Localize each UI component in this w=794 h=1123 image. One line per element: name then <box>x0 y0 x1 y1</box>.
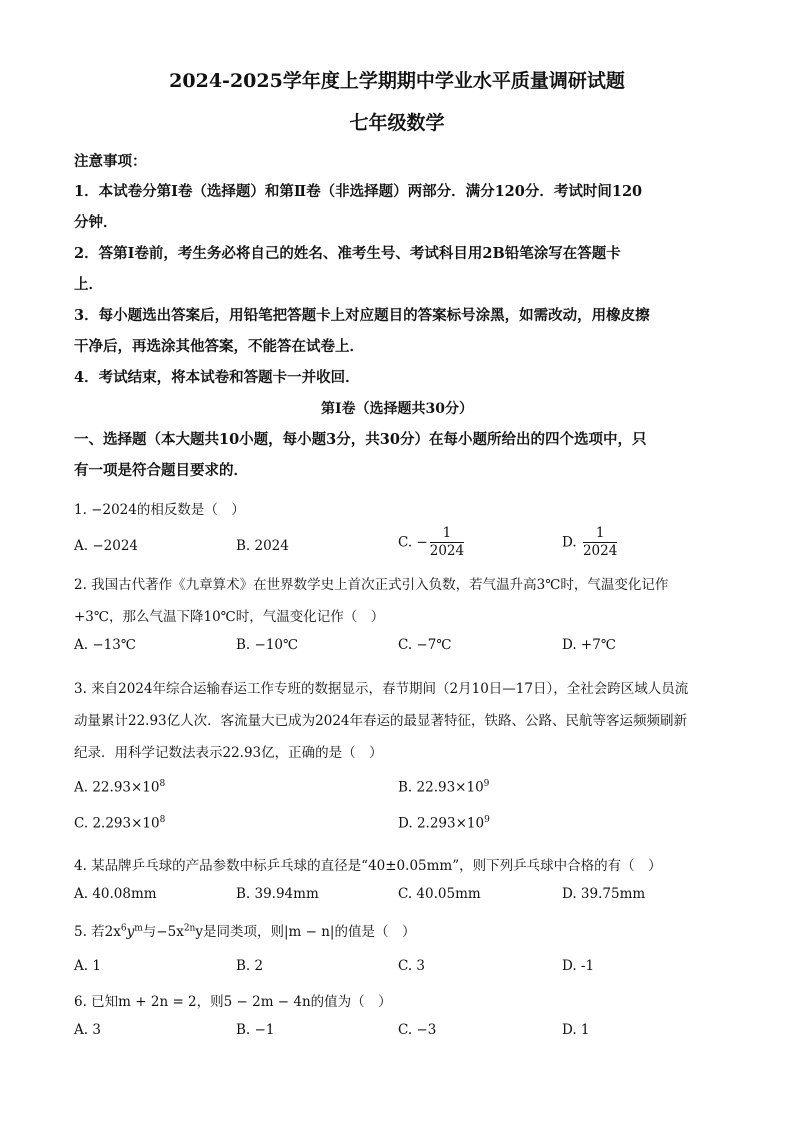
q1-text: 的相反数是（ ） <box>136 502 245 518</box>
q3-d-exponent: 9 <box>484 815 490 825</box>
q3-d-label: D. <box>398 815 417 832</box>
q5-exp-3: 2n <box>183 923 196 934</box>
q5-part-1: 5. 若2x <box>74 924 121 940</box>
q6-option-a: A. 3 <box>74 1022 101 1038</box>
question-2-line-1: 2. 我国古代著作《九章算术》在世界数学史上首次正式引入负数，若气温升高3℃时，气温变化记作 <box>74 577 669 593</box>
q1-option-c-label: C. − <box>398 534 428 551</box>
q6-option-c: C. −3 <box>398 1022 437 1038</box>
q1-option-b: B. 2024 <box>236 538 289 554</box>
q2-option-a: A. −13℃ <box>74 637 136 653</box>
q5-option-d: D. -1 <box>562 958 595 974</box>
q3-b-base: 22.93×10 <box>416 779 484 796</box>
question-2-line-2: +3℃，那么气温下降10℃时，气温变化记作（ ） <box>74 609 385 625</box>
notes-heading: 注意事项： <box>74 153 147 170</box>
question-3-line-2: 动量累计22.93亿人次．客流量大已成为2024年春运的最显著特征，铁路、公路、民航等客运频频刷新 <box>74 713 688 729</box>
q2-option-c: C. −7℃ <box>398 637 452 653</box>
q4-option-c: C. 40.05mm <box>398 886 481 902</box>
q3-d-base: 2.293×10 <box>416 815 485 832</box>
q5-part-2: y <box>126 924 135 940</box>
q1-expression: −2024 <box>91 502 137 518</box>
q1-option-d <box>562 525 617 560</box>
section-intro-b: 有一项是符合题目要求的． <box>74 462 248 479</box>
question-4-stem: 4. 某品牌乒乓球的产品参数中标乒乓球的直径是“40±0.05mm”，则下列乒乓球中合格的有（ ） <box>74 858 662 874</box>
q3-c-label: C. <box>74 815 93 832</box>
q3-a-label: A. <box>74 779 93 796</box>
q3-b-exponent: 9 <box>483 779 490 789</box>
q3-option-b <box>398 779 489 796</box>
question-3-line-3: 纪录．用科学记数法表示22.93亿，正确的是（ ） <box>74 745 383 761</box>
q3-option-a <box>74 779 165 796</box>
q1-option-c <box>398 525 464 560</box>
note-2a: 2．答第Ⅰ卷前，考生务必将自己的姓名、准考生号、考试科目用2B铅笔涂写在答题卡 <box>74 245 621 262</box>
exam-subtitle: 七年级数学 <box>349 112 445 134</box>
q3-option-c <box>74 815 165 832</box>
q1-option-c-fraction <box>430 525 464 560</box>
section-intro-a: 一、选择题（本大题共10小题，每小题3分，共30分）在每小题所给出的四个选项中，只 <box>74 431 647 448</box>
q1-c-denominator: 2024 <box>429 543 465 559</box>
q1-option-d-fraction <box>583 525 617 560</box>
q3-c-exponent: 8 <box>159 815 166 825</box>
q2-option-d: D. +7℃ <box>562 637 616 653</box>
note-1a: 1．本试卷分第Ⅰ卷（选择题）和第Ⅱ卷（非选择题）两部分．满分120分．考试时间120 <box>74 183 643 200</box>
q1-number: 1. <box>74 502 92 518</box>
q4-option-b: B. 39.94mm <box>236 886 319 902</box>
q6-option-b: B. −1 <box>236 1022 275 1038</box>
q4-option-a: A. 40.08mm <box>74 886 157 902</box>
note-3a: 3．每小题选出答案后，用铅笔把答题卡上对应题目的答案标号涂黑，如需改动，用橡皮擦 <box>74 307 650 324</box>
q6-option-d: D. 1 <box>562 1022 590 1038</box>
question-1-stem <box>74 498 245 518</box>
question-3-line-1: 3. 来自2024年综合运输春运工作专班的数据显示，春节期间（2月10日—17日），全社会跨区域人员流 <box>74 681 689 697</box>
q5-exp-2: m <box>134 923 143 934</box>
q5-option-a: A. 1 <box>74 958 101 974</box>
q1-option-d-label: D. <box>562 534 581 551</box>
q4-option-d: D. 39.75mm <box>562 886 646 902</box>
section-heading: 第Ⅰ卷（选择题共30分） <box>320 401 474 417</box>
q1-option-a: A. −2024 <box>74 538 138 554</box>
q3-c-base: 2.293×10 <box>92 815 160 832</box>
q3-b-label: B. <box>398 779 417 796</box>
q5-option-c: C. 3 <box>398 958 426 974</box>
note-1b: 分钟． <box>74 214 118 231</box>
q3-option-d <box>398 815 490 832</box>
question-5-stem <box>74 920 415 940</box>
q1-d-numerator: 1 <box>583 525 617 543</box>
note-3b: 干净后，再选涂其他答案，不能答在试卷上． <box>74 338 364 355</box>
q3-a-exponent: 8 <box>159 779 166 789</box>
q5-option-b: B. 2 <box>236 958 264 974</box>
q1-d-denominator: 2024 <box>582 543 618 559</box>
note-2b: 上． <box>74 276 103 293</box>
q5-part-3: 与−5x <box>142 924 184 940</box>
question-6-stem: 6. 已知m + 2n = 2，则5 − 2m − 4n的值为（ ） <box>74 994 392 1010</box>
q3-a-base: 22.93×10 <box>92 779 160 796</box>
q5-part-4: y是同类项，则|m − n|的值是（ ） <box>195 924 416 940</box>
q5-exp-1: 6 <box>120 923 127 934</box>
q1-c-numerator: 1 <box>430 525 464 543</box>
exam-title: 2024-2025学年度上学期期中学业水平质量调研试题 <box>169 70 625 92</box>
note-4: 4．考试结束，将本试卷和答题卡一并收回． <box>74 369 360 386</box>
q2-option-b: B. −10℃ <box>236 637 299 653</box>
